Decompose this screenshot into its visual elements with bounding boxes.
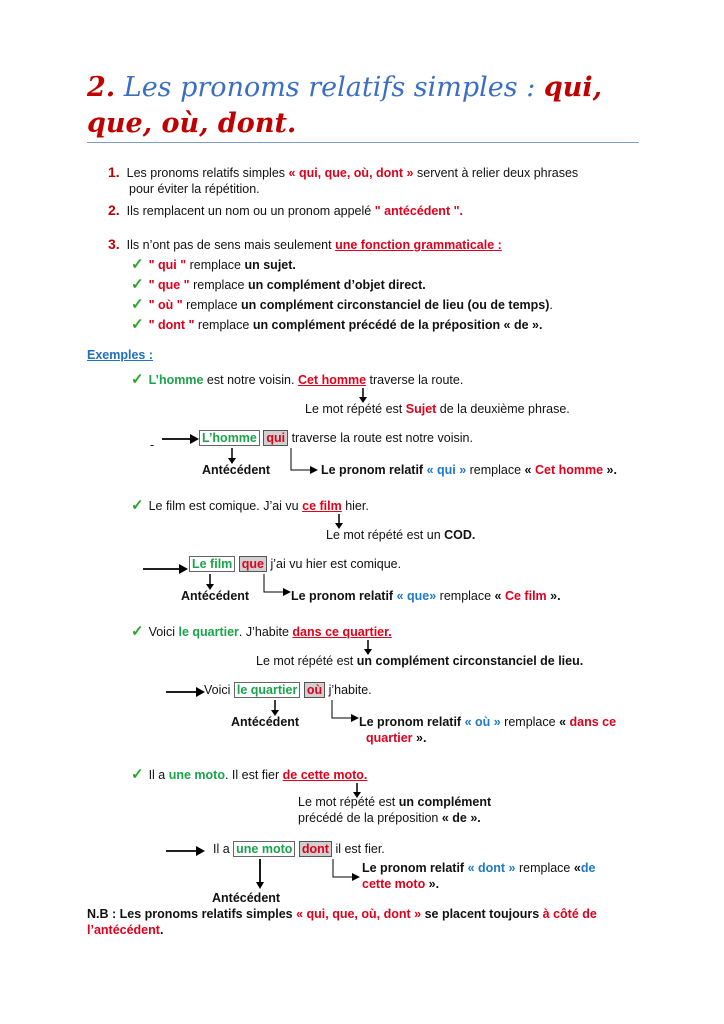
check-ou — [131, 295, 553, 313]
check-ou-function: un complément circonstanciel de lieu (ou de temps) — [241, 298, 550, 312]
ex1-exp-pronoun: « qui » — [426, 463, 467, 477]
rule-2-text: Ils remplacent un nom ou un pronom appelé — [126, 204, 375, 218]
check-icon: ✓ — [131, 296, 144, 313]
check-ou-period: . — [549, 298, 553, 312]
ex4-text-mid: . Il est fier — [224, 768, 283, 782]
right-arrow-icon — [166, 844, 206, 858]
ex2-antecedent-label: Antécédent — [181, 589, 250, 603]
check-dont — [131, 315, 542, 333]
ex1-note — [305, 402, 570, 416]
ex2-note-text: Le mot répété est un — [326, 528, 445, 542]
ex3-word: le quartier — [178, 625, 239, 639]
ex2-exp-verb: remplace — [436, 589, 495, 603]
ex4-result-start: Il a — [213, 842, 234, 856]
nb-text: N.B : Les pronoms relatifs simples — [87, 907, 297, 921]
rule-1-number: 1. — [108, 164, 120, 180]
ex4-exp-quote: « — [573, 861, 581, 875]
rule-3-number: 3. — [108, 236, 120, 252]
rule-3-text: Ils n’ont pas de sens mais seulement — [126, 238, 336, 252]
ex2-result-text: j’ai vu hier est comique. — [267, 557, 402, 571]
check-qui-pronoun: " qui " — [148, 258, 187, 272]
check-dont-verb: remplace — [194, 318, 253, 332]
title-main: Les pronoms relatifs simples : — [115, 72, 544, 103]
ex3-result-text: j’habite. — [325, 683, 372, 697]
corner-arrow-icon — [332, 859, 362, 883]
right-arrow-icon — [162, 432, 200, 446]
ex4-note-line-2 — [298, 811, 481, 825]
ex3-exp-verb: remplace — [500, 715, 560, 729]
ex4-result — [213, 842, 385, 856]
ex2-sentence — [131, 496, 369, 514]
ex1-result-text: traverse la route est notre voisin. — [288, 431, 473, 445]
ex2-text: Le film est comique. J’ai vu — [148, 499, 303, 513]
ex4-explanation — [362, 861, 595, 875]
rule-2 — [108, 202, 463, 218]
ex4-exp-replaced: cette moto — [362, 877, 426, 891]
ex1-antecedent-label: Antécédent — [202, 463, 271, 477]
examples-heading: Exemples : — [87, 348, 154, 362]
ex1-antecedent-box: L’homme — [199, 430, 260, 446]
ex3-note-text: Le mot répété est — [256, 654, 357, 668]
title-pronouns: qui, que, où, dont. — [87, 72, 603, 139]
check-que-verb: remplace — [189, 278, 248, 292]
ex1-word: L’homme — [148, 373, 204, 387]
ex4-word: une moto — [168, 768, 225, 782]
check-qui-verb: remplace — [186, 258, 245, 272]
ex2-repeated: ce film — [302, 499, 342, 513]
ex4-note-prep: « de ». — [441, 811, 481, 825]
ex4-note — [298, 795, 491, 809]
rule-2-number: 2. — [108, 202, 120, 218]
right-arrow-icon — [143, 562, 189, 576]
corner-arrow-icon — [290, 448, 320, 476]
check-icon: ✓ — [131, 276, 144, 293]
ex1-exp-text: Le pronom relatif — [321, 463, 427, 477]
ex1-explanation — [321, 463, 617, 477]
ex3-explanation — [359, 715, 616, 729]
check-ou-pronoun: " où " — [148, 298, 183, 312]
ex3-exp-text: Le pronom relatif — [359, 715, 465, 729]
ex2-exp-pronoun: « que» — [396, 589, 437, 603]
ex1-exp-quote: « — [524, 463, 535, 477]
check-que — [131, 275, 426, 293]
ex1-note-function: Sujet — [405, 402, 437, 416]
ex1-exp-replaced: Cet homme — [534, 463, 604, 477]
rule-2-antecedent: " antécédent ". — [374, 204, 463, 218]
ex3-result-start: Voici — [204, 683, 234, 697]
nb-text-mid: se placent toujours — [421, 907, 543, 921]
rule-1-text: Les pronoms relatifs simples — [126, 166, 289, 180]
ex1-sentence — [131, 370, 463, 388]
ex1-note-text: Le mot répété est — [305, 402, 406, 416]
ex2-note — [326, 528, 475, 542]
ex4-exp-pronoun: « dont » — [467, 861, 516, 875]
rule-1-text-end: servent à relier deux phrases — [413, 166, 579, 180]
ex4-note-text: Le mot répété est — [298, 795, 399, 809]
ex4-explanation-line-2 — [362, 877, 439, 891]
ex4-note-function: un complément — [398, 795, 492, 809]
ex3-pronoun-box: où — [304, 682, 325, 698]
ex3-note-function: un complément circonstanciel de lieu. — [356, 654, 584, 668]
ex4-result-text: il est fier. — [331, 842, 385, 856]
rule-1-line-2: pour éviter la répétition. — [129, 182, 260, 196]
nb-note — [87, 907, 597, 921]
page-title — [87, 70, 647, 142]
ex1-pronoun-box: qui — [263, 430, 288, 446]
title-number: 2. — [87, 72, 116, 103]
ex4-exp-quote-end: ». — [425, 877, 440, 891]
ex3-explanation-line-2 — [366, 731, 426, 745]
ex4-text: Il a — [148, 768, 169, 782]
right-arrow-icon — [166, 685, 206, 699]
check-que-pronoun: " que " — [148, 278, 190, 292]
corner-arrow-icon — [263, 574, 293, 598]
title-underline — [87, 142, 639, 143]
ex3-exp-quote: « — [559, 715, 570, 729]
ex1-dash: - — [150, 438, 155, 452]
check-dont-pronoun: " dont " — [148, 318, 195, 332]
ex2-note-function: COD. — [444, 528, 476, 542]
down-arrow-icon — [255, 859, 265, 891]
rule-1-pronouns: « qui, que, où, dont » — [288, 166, 414, 180]
ex4-note-text-2: précédé de la préposition — [298, 811, 442, 825]
check-que-function: un complément d’objet direct. — [247, 278, 426, 292]
ex2-exp-quote: « — [494, 589, 505, 603]
check-icon: ✓ — [131, 766, 144, 783]
ex2-result — [189, 557, 401, 571]
ex1-repeated: Cet homme — [297, 373, 367, 387]
nb-note-line-2 — [87, 923, 163, 937]
ex4-pronoun-box: dont — [299, 841, 332, 857]
ex1-exp-quote-end: ». — [603, 463, 617, 477]
check-icon: ✓ — [131, 497, 144, 514]
ex4-antecedent-box: une moto — [233, 841, 295, 857]
check-icon: ✓ — [131, 316, 144, 333]
ex3-text-mid: . J’habite — [238, 625, 293, 639]
check-icon: ✓ — [131, 371, 144, 388]
ex2-antecedent-box: Le film — [189, 556, 235, 572]
corner-arrow-icon — [331, 700, 361, 724]
check-dont-function: un complément précédé de la préposition « de ». — [252, 318, 543, 332]
check-ou-verb: remplace — [182, 298, 242, 312]
rule-3-function: une fonction grammaticale : — [335, 238, 502, 252]
nb-period: . — [159, 923, 164, 937]
ex4-antecedent-label: Antécédent — [212, 891, 281, 905]
ex1-result — [199, 431, 473, 445]
ex4-sentence — [131, 765, 367, 783]
ex2-exp-replaced: Ce film — [504, 589, 547, 603]
ex3-antecedent-box: le quartier — [234, 682, 300, 698]
nb-antecedent: l’antécédent — [87, 923, 160, 937]
rule-1 — [108, 164, 578, 180]
ex1-text-end: traverse la route. — [366, 373, 464, 387]
check-icon: ✓ — [131, 256, 144, 273]
ex3-exp-replaced-end: quartier — [366, 731, 413, 745]
ex3-antecedent-label: Antécédent — [231, 715, 300, 729]
ex2-exp-quote-end: ». — [546, 589, 561, 603]
ex3-exp-quote-end: ». — [412, 731, 427, 745]
ex1-note-end: de la deuxième phrase. — [436, 402, 570, 416]
ex4-exp-text: Le pronom relatif — [362, 861, 468, 875]
nb-pronouns: « qui, que, où, dont » — [296, 907, 422, 921]
ex4-repeated: de cette moto. — [282, 768, 368, 782]
ex3-exp-pronoun: « où » — [464, 715, 501, 729]
ex3-sentence — [131, 622, 392, 640]
ex4-exp-prep: de — [580, 861, 596, 875]
ex3-exp-replaced: dans ce — [569, 715, 617, 729]
ex4-exp-verb: remplace — [515, 861, 574, 875]
ex1-text: est notre voisin. — [203, 373, 298, 387]
ex2-text-end: hier. — [341, 499, 369, 513]
ex2-explanation — [291, 589, 561, 603]
nb-position: à côté de — [542, 907, 597, 921]
ex3-text: Voici — [148, 625, 179, 639]
ex3-note — [256, 654, 583, 668]
rule-3 — [108, 236, 502, 252]
ex3-repeated: dans ce quartier. — [292, 625, 392, 639]
ex3-result — [204, 683, 372, 697]
ex1-exp-verb: remplace — [466, 463, 525, 477]
check-icon: ✓ — [131, 623, 144, 640]
ex2-pronoun-box: que — [239, 556, 267, 572]
check-qui — [131, 255, 296, 273]
check-qui-function: un sujet. — [244, 258, 296, 272]
ex2-exp-text: Le pronom relatif — [291, 589, 397, 603]
